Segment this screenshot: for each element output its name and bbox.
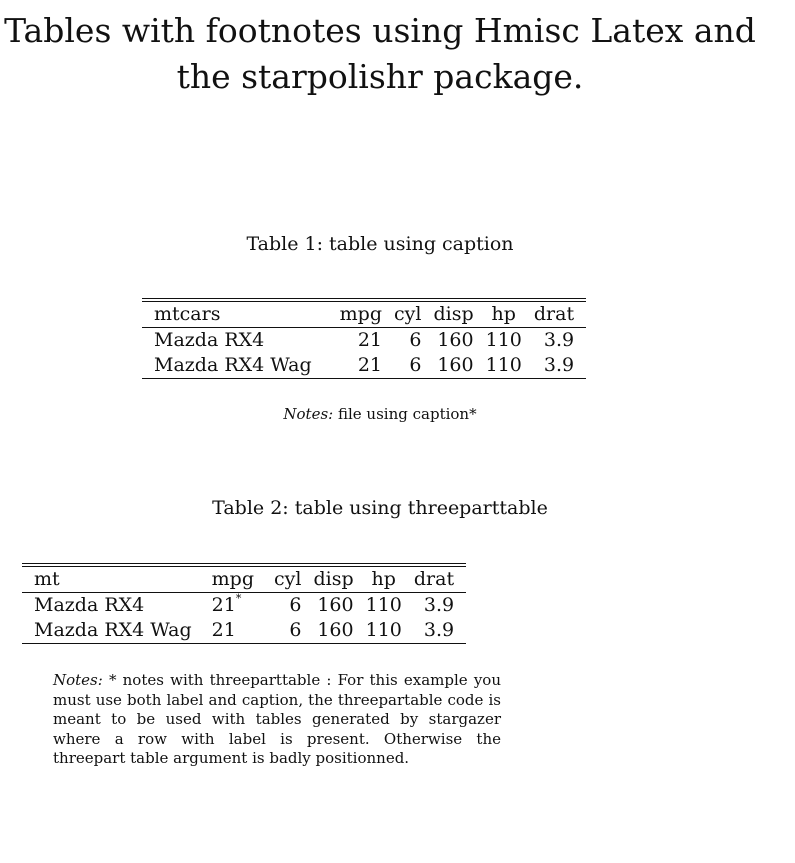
table1-cell-drat: 3.9 xyxy=(543,354,575,376)
table1-cell-disp: 160 xyxy=(437,354,474,376)
table2-notes-text: * notes with threeparttable : For this example you must use both label and caption, the threepartable code is meant to be used with tables generated by stargazer where a row with label is present. Otherwise the threepart table argument is badly positionned. xyxy=(53,671,501,767)
table2-cell-mpg: 21 xyxy=(211,619,236,641)
table2-cell-mpg: 21 xyxy=(211,594,236,616)
table2-header-hp: hp xyxy=(371,568,396,590)
table1-caption-prefix: Table 1: xyxy=(246,233,323,255)
table1-cell-mpg: 21 xyxy=(357,354,382,376)
table2-header-cyl: cyl xyxy=(274,568,302,590)
table2 xyxy=(22,563,466,644)
table1-header-row xyxy=(142,300,586,328)
table2-header-drat: drat xyxy=(413,568,455,590)
table1-cell-car: Mazda RX4 Wag xyxy=(154,354,312,376)
table1-cell-hp: 110 xyxy=(485,329,522,351)
table1 xyxy=(142,298,586,379)
table2-notes xyxy=(53,671,501,769)
table2-caption-prefix: Table 2: xyxy=(212,497,289,519)
table-row xyxy=(22,593,466,619)
table1-cell-drat: 3.9 xyxy=(543,329,575,351)
table-row xyxy=(142,328,586,354)
table1-header-disp: disp xyxy=(433,303,474,325)
table1-notes-label: Notes: xyxy=(283,405,334,423)
table1-notes-text: file using caption* xyxy=(337,405,477,423)
table1-cell-disp: 160 xyxy=(437,329,474,351)
table2-notes-label: Notes: xyxy=(53,671,103,689)
table2-header-mpg: mpg xyxy=(211,568,254,590)
table1-caption xyxy=(0,232,760,256)
table-row xyxy=(22,618,466,644)
table1-cell-cyl: 6 xyxy=(409,354,422,376)
table1-cell-car: Mazda RX4 xyxy=(154,329,265,351)
table1-header-mtcars: mtcars xyxy=(154,303,221,325)
table2-cell-cyl: 6 xyxy=(289,594,302,616)
table2-cell-disp: 160 xyxy=(317,594,354,616)
document-title: Tables with footnotes using Hmisc Latex and the starpolishr package. xyxy=(4,11,756,96)
table2-header-mt: mt xyxy=(34,568,60,590)
table2-header-disp: disp xyxy=(313,568,354,590)
table2-cell-drat: 3.9 xyxy=(423,619,455,641)
table1-cell-cyl: 6 xyxy=(409,329,422,351)
table1-header-drat: drat xyxy=(533,303,575,325)
table2-caption-text: table using threeparttable xyxy=(294,497,548,519)
table2-cell-drat: 3.9 xyxy=(423,594,455,616)
table1-caption-text: table using caption xyxy=(329,233,514,255)
table2-header-row xyxy=(22,565,466,593)
table2-cell-car: Mazda RX4 xyxy=(34,594,145,616)
table1-notes xyxy=(0,404,760,424)
table1-cell-mpg: 21 xyxy=(357,329,382,351)
table2-cell-hp: 110 xyxy=(365,594,402,616)
table2-cell-disp: 160 xyxy=(317,619,354,641)
table2-caption xyxy=(0,496,760,520)
table1-header-hp: hp xyxy=(491,303,516,325)
table2-cell-mpg-with-marker xyxy=(206,593,268,619)
table2-cell-car: Mazda RX4 Wag xyxy=(34,619,192,641)
table2-cell-cyl: 6 xyxy=(289,619,302,641)
footnote-marker: * xyxy=(235,592,242,605)
table-row xyxy=(142,353,586,379)
table1-header-cyl: cyl xyxy=(394,303,422,325)
table1-header-mpg: mpg xyxy=(339,303,382,325)
table2-cell-hp: 110 xyxy=(365,619,402,641)
table1-cell-hp: 110 xyxy=(485,354,522,376)
